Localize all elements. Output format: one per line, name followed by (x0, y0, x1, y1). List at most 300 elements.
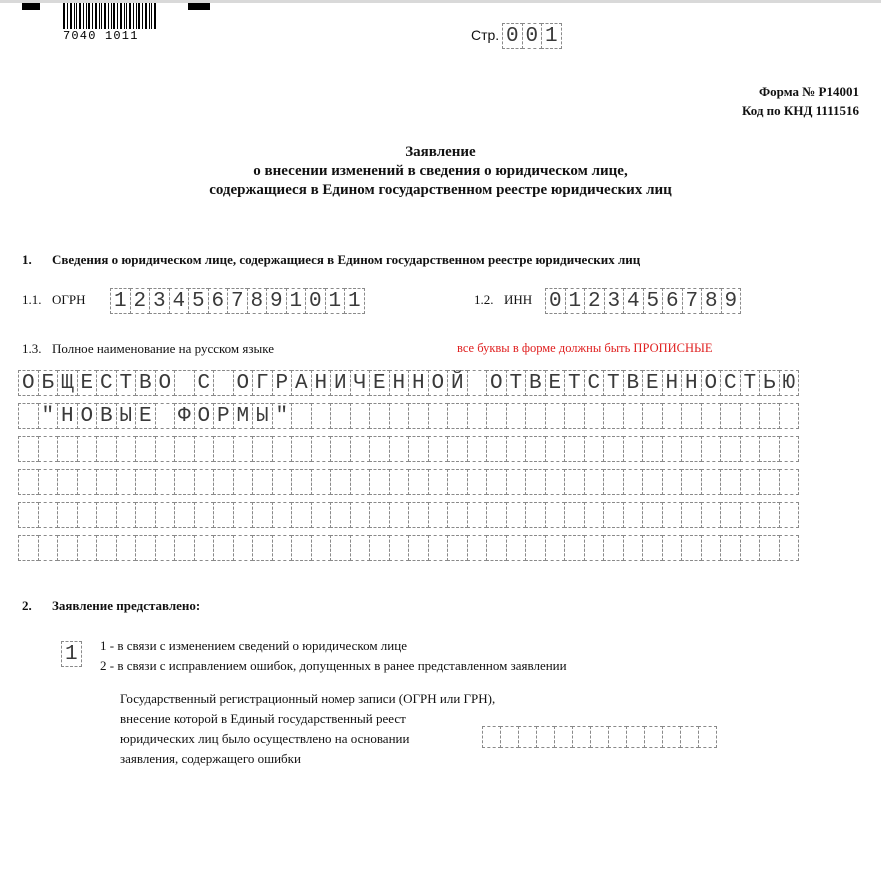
name-char-cell[interactable] (233, 535, 254, 561)
name-char-cell[interactable] (194, 535, 215, 561)
name-char-cell[interactable] (96, 469, 117, 495)
name-char-cell[interactable] (467, 370, 488, 396)
name-char-cell[interactable] (623, 535, 644, 561)
name-char-cell[interactable]: О (486, 370, 507, 396)
name-char-cell[interactable] (564, 535, 585, 561)
name-char-cell[interactable] (213, 469, 234, 495)
name-char-cell[interactable]: О (233, 370, 254, 396)
name-char-cell[interactable] (447, 535, 468, 561)
name-char-cell[interactable] (213, 535, 234, 561)
name-char-cell[interactable] (116, 502, 137, 528)
name-char-cell[interactable]: Т (603, 370, 624, 396)
name-char-cell[interactable] (408, 535, 429, 561)
ogrn-digit-cell[interactable]: 5 (188, 288, 209, 314)
name-char-cell[interactable] (174, 436, 195, 462)
name-char-cell[interactable] (486, 403, 507, 429)
name-char-cell[interactable]: О (18, 370, 39, 396)
name-char-cell[interactable] (779, 436, 800, 462)
name-char-cell[interactable] (252, 502, 273, 528)
name-char-cell[interactable] (38, 502, 59, 528)
name-char-cell[interactable] (330, 502, 351, 528)
grn-digit-cell[interactable] (680, 726, 699, 748)
name-char-cell[interactable] (662, 535, 683, 561)
grn-line: внесение которой в Единый государственный реест (120, 711, 406, 726)
name-char-cell[interactable] (389, 469, 410, 495)
grn-line: юридических лиц было осуществлено на основании (120, 731, 410, 746)
name-char-cell[interactable] (350, 403, 371, 429)
name-char-cell[interactable] (330, 469, 351, 495)
name-char-cell[interactable] (759, 469, 780, 495)
grn-digit-cell[interactable] (500, 726, 519, 748)
name-char-cell[interactable]: А (291, 370, 312, 396)
name-char-cell[interactable] (428, 469, 449, 495)
reason-choice-cell[interactable]: 1 (61, 641, 82, 667)
ogrn-digit-cell[interactable]: 3 (149, 288, 170, 314)
name-char-cell[interactable] (77, 502, 98, 528)
name-char-cell[interactable] (291, 535, 312, 561)
name-char-cell[interactable] (564, 436, 585, 462)
name-char-cell[interactable] (408, 436, 429, 462)
name-char-cell[interactable] (194, 469, 215, 495)
name-char-cell[interactable] (603, 502, 624, 528)
name-char-cell[interactable]: Т (506, 370, 527, 396)
name-char-cell[interactable] (720, 403, 741, 429)
ogrn-label: ОГРН (52, 292, 86, 307)
name-char-cell[interactable] (525, 502, 546, 528)
name-char-cell[interactable] (77, 535, 98, 561)
name-char-cell[interactable]: Ь (759, 370, 780, 396)
ogrn-digit-cell[interactable]: 0 (305, 288, 326, 314)
grn-field[interactable] (482, 726, 716, 748)
name-char-cell[interactable] (369, 469, 390, 495)
name-char-cell[interactable]: " (38, 403, 59, 429)
name-char-cell[interactable]: В (135, 370, 156, 396)
name-char-cell[interactable]: Н (311, 370, 332, 396)
name-char-cell[interactable]: Ы (116, 403, 137, 429)
name-char-cell[interactable] (486, 502, 507, 528)
grn-digit-cell[interactable] (482, 726, 501, 748)
name-char-cell[interactable] (740, 436, 761, 462)
name-char-cell[interactable] (369, 436, 390, 462)
name-char-cell[interactable] (623, 469, 644, 495)
name-char-cell[interactable] (330, 403, 351, 429)
name-row[interactable] (18, 469, 798, 495)
name-char-cell[interactable] (38, 436, 59, 462)
name-char-cell[interactable] (486, 535, 507, 561)
name-char-cell[interactable] (135, 469, 156, 495)
title-line: содержащиеся в Едином государственном реестре юридических лиц (209, 182, 672, 198)
name-char-cell[interactable]: Е (545, 370, 566, 396)
name-char-cell[interactable] (116, 535, 137, 561)
name-char-cell[interactable]: В (96, 403, 117, 429)
name-char-cell[interactable]: О (428, 370, 449, 396)
name-char-cell[interactable] (545, 403, 566, 429)
name-char-cell[interactable] (779, 403, 800, 429)
name-char-cell[interactable]: Н (662, 370, 683, 396)
name-char-cell[interactable] (272, 469, 293, 495)
ogrn-digit-cell[interactable]: 7 (227, 288, 248, 314)
name-char-cell[interactable] (311, 502, 332, 528)
name-char-cell[interactable]: Е (369, 370, 390, 396)
name-char-cell[interactable] (506, 403, 527, 429)
name-char-cell[interactable] (681, 535, 702, 561)
name-char-cell[interactable]: В (525, 370, 546, 396)
name-char-cell[interactable] (720, 502, 741, 528)
name-char-cell[interactable] (545, 469, 566, 495)
name-char-cell[interactable] (291, 403, 312, 429)
name-char-cell[interactable] (135, 535, 156, 561)
name-char-cell[interactable] (18, 469, 39, 495)
name-char-cell[interactable] (447, 436, 468, 462)
name-char-cell[interactable] (701, 535, 722, 561)
name-char-cell[interactable]: Р (272, 370, 293, 396)
section-1-heading: Сведения о юридическом лице, содержащиеся в Едином государственном реестре юридических лиц (52, 252, 641, 267)
name-char-cell[interactable]: С (96, 370, 117, 396)
grn-digit-cell[interactable] (572, 726, 591, 748)
name-char-cell[interactable] (701, 502, 722, 528)
name-char-cell[interactable]: Щ (57, 370, 78, 396)
name-char-cell[interactable] (96, 535, 117, 561)
name-char-cell[interactable] (252, 469, 273, 495)
inn-digit-cell[interactable]: 8 (701, 288, 722, 314)
name-char-cell[interactable] (701, 469, 722, 495)
name-char-cell[interactable] (486, 436, 507, 462)
name-char-cell[interactable] (681, 502, 702, 528)
name-char-cell[interactable] (428, 403, 449, 429)
ogrn-field[interactable] (110, 288, 364, 314)
grn-digit-cell[interactable] (698, 726, 717, 748)
name-char-cell[interactable] (18, 502, 39, 528)
name-char-cell[interactable] (642, 469, 663, 495)
name-char-cell[interactable] (467, 403, 488, 429)
name-char-cell[interactable] (155, 469, 176, 495)
name-char-cell[interactable] (545, 502, 566, 528)
name-char-cell[interactable] (155, 403, 176, 429)
name-char-cell[interactable] (447, 502, 468, 528)
name-char-cell[interactable] (525, 403, 546, 429)
name-char-cell[interactable] (759, 436, 780, 462)
title-line: Заявление (405, 144, 476, 160)
name-char-cell[interactable] (389, 535, 410, 561)
name-char-cell[interactable] (642, 436, 663, 462)
name-char-cell[interactable] (759, 535, 780, 561)
name-char-cell[interactable] (408, 502, 429, 528)
name-char-cell[interactable] (116, 436, 137, 462)
name-char-cell[interactable] (720, 535, 741, 561)
name-char-cell[interactable] (233, 469, 254, 495)
name-char-cell[interactable] (467, 535, 488, 561)
inn-digit-cell[interactable]: 5 (643, 288, 664, 314)
name-char-cell[interactable] (408, 403, 429, 429)
name-char-cell[interactable] (174, 502, 195, 528)
name-char-cell[interactable] (311, 436, 332, 462)
name-char-cell[interactable] (506, 535, 527, 561)
name-char-cell[interactable] (38, 535, 59, 561)
ogrn-digit-cell[interactable]: 8 (247, 288, 268, 314)
name-char-cell[interactable] (350, 469, 371, 495)
inn-digit-cell[interactable]: 1 (565, 288, 586, 314)
name-char-cell[interactable] (467, 502, 488, 528)
ogrn-digit-cell[interactable]: 9 (266, 288, 287, 314)
name-char-cell[interactable] (603, 436, 624, 462)
name-char-cell[interactable] (506, 469, 527, 495)
grn-digit-cell[interactable] (590, 726, 609, 748)
name-char-cell[interactable] (779, 469, 800, 495)
name-char-cell[interactable] (252, 535, 273, 561)
name-char-cell[interactable]: О (194, 403, 215, 429)
ogrn-digit-cell[interactable]: 6 (208, 288, 229, 314)
name-char-cell[interactable] (740, 469, 761, 495)
title-line: о внесении изменений в сведения о юридическом лице, (253, 163, 628, 179)
name-char-cell[interactable] (428, 535, 449, 561)
name-char-cell[interactable] (662, 436, 683, 462)
name-char-cell[interactable] (330, 535, 351, 561)
name-char-cell[interactable] (213, 436, 234, 462)
name-char-cell[interactable] (759, 502, 780, 528)
name-char-cell[interactable] (350, 436, 371, 462)
name-row[interactable] (18, 502, 798, 528)
name-char-cell[interactable] (389, 436, 410, 462)
name-char-cell[interactable]: Г (252, 370, 273, 396)
name-char-cell[interactable] (545, 535, 566, 561)
name-row[interactable] (18, 370, 798, 396)
name-char-cell[interactable] (194, 436, 215, 462)
name-char-cell[interactable] (740, 403, 761, 429)
name-char-cell[interactable]: Н (389, 370, 410, 396)
name-char-cell[interactable] (213, 502, 234, 528)
name-char-cell[interactable] (155, 535, 176, 561)
name-char-cell[interactable]: М (233, 403, 254, 429)
inn-digit-cell[interactable]: 2 (584, 288, 605, 314)
name-char-cell[interactable] (603, 403, 624, 429)
name-char-cell[interactable] (623, 403, 644, 429)
name-char-cell[interactable] (681, 469, 702, 495)
ogrn-digit-cell[interactable]: 2 (130, 288, 151, 314)
inn-digit-cell[interactable]: 4 (623, 288, 644, 314)
name-char-cell[interactable] (662, 502, 683, 528)
grn-digit-cell[interactable] (644, 726, 663, 748)
name-char-cell[interactable] (564, 403, 585, 429)
name-char-cell[interactable] (603, 535, 624, 561)
name-char-cell[interactable] (77, 469, 98, 495)
name-char-cell[interactable] (174, 535, 195, 561)
name-char-cell[interactable] (77, 436, 98, 462)
name-char-cell[interactable] (564, 469, 585, 495)
name-char-cell[interactable] (350, 535, 371, 561)
name-char-cell[interactable]: Т (740, 370, 761, 396)
name-char-cell[interactable] (681, 436, 702, 462)
grn-digit-cell[interactable] (518, 726, 537, 748)
name-char-cell[interactable]: Т (116, 370, 137, 396)
inn-digit-cell[interactable]: 0 (545, 288, 566, 314)
ogrn-digit-cell[interactable]: 1 (110, 288, 131, 314)
name-char-cell[interactable] (233, 436, 254, 462)
name-char-cell[interactable]: Е (642, 370, 663, 396)
name-char-cell[interactable] (681, 403, 702, 429)
name-char-cell[interactable] (525, 469, 546, 495)
name-char-cell[interactable] (447, 403, 468, 429)
grn-digit-cell[interactable] (554, 726, 573, 748)
name-char-cell[interactable] (18, 436, 39, 462)
name-char-cell[interactable]: Е (135, 403, 156, 429)
name-char-cell[interactable]: С (194, 370, 215, 396)
inn-digit-cell[interactable]: 6 (662, 288, 683, 314)
grn-digit-cell[interactable] (608, 726, 627, 748)
name-char-cell[interactable] (135, 436, 156, 462)
name-char-cell[interactable] (155, 502, 176, 528)
name-row[interactable] (18, 535, 798, 561)
inn-number: 1.2. (474, 292, 494, 307)
name-char-cell[interactable] (369, 403, 390, 429)
barcode-digits: 7040 1011 (63, 29, 139, 43)
name-char-cell[interactable] (701, 403, 722, 429)
ogrn-digit-cell[interactable]: 1 (344, 288, 365, 314)
ogrn-digit-cell[interactable]: 1 (286, 288, 307, 314)
name-char-cell[interactable] (584, 403, 605, 429)
inn-field[interactable] (545, 288, 740, 314)
name-char-cell[interactable]: И (330, 370, 351, 396)
name-char-cell[interactable] (759, 403, 780, 429)
name-char-cell[interactable] (779, 535, 800, 561)
name-char-cell[interactable]: Й (447, 370, 468, 396)
name-char-cell[interactable] (272, 436, 293, 462)
name-char-cell[interactable] (272, 535, 293, 561)
name-row[interactable] (18, 403, 798, 429)
name-char-cell[interactable] (740, 535, 761, 561)
name-char-cell[interactable] (155, 436, 176, 462)
name-char-cell[interactable] (311, 535, 332, 561)
name-char-cell[interactable] (369, 535, 390, 561)
grn-digit-cell[interactable] (536, 726, 555, 748)
name-char-cell[interactable] (96, 436, 117, 462)
name-char-cell[interactable] (623, 502, 644, 528)
name-char-cell[interactable] (545, 436, 566, 462)
name-char-cell[interactable] (389, 403, 410, 429)
name-char-cell[interactable]: Е (77, 370, 98, 396)
inn-digit-cell[interactable]: 3 (604, 288, 625, 314)
name-char-cell[interactable] (701, 436, 722, 462)
name-char-cell[interactable]: О (77, 403, 98, 429)
name-char-cell[interactable]: О (155, 370, 176, 396)
name-char-cell[interactable] (194, 502, 215, 528)
name-char-cell[interactable] (720, 469, 741, 495)
name-char-cell[interactable] (96, 502, 117, 528)
name-char-cell[interactable] (525, 535, 546, 561)
name-char-cell[interactable] (467, 469, 488, 495)
name-char-cell[interactable] (779, 502, 800, 528)
name-char-cell[interactable]: С (584, 370, 605, 396)
name-char-cell[interactable] (233, 502, 254, 528)
name-char-cell[interactable] (57, 469, 78, 495)
name-char-cell[interactable]: Н (57, 403, 78, 429)
name-char-cell[interactable] (116, 469, 137, 495)
name-char-cell[interactable] (467, 436, 488, 462)
name-char-cell[interactable] (291, 436, 312, 462)
name-char-cell[interactable]: Ф (174, 403, 195, 429)
reason-choice-field[interactable] (61, 641, 81, 667)
name-row[interactable] (18, 436, 798, 462)
name-char-cell[interactable]: " (272, 403, 293, 429)
name-char-cell[interactable] (584, 436, 605, 462)
name-char-cell[interactable] (603, 469, 624, 495)
name-char-cell[interactable] (623, 436, 644, 462)
name-char-cell[interactable] (584, 469, 605, 495)
name-char-cell[interactable]: Н (408, 370, 429, 396)
name-char-cell[interactable] (506, 502, 527, 528)
name-char-cell[interactable] (428, 436, 449, 462)
full-name-field[interactable] (18, 370, 798, 568)
name-char-cell[interactable] (311, 469, 332, 495)
name-char-cell[interactable] (506, 436, 527, 462)
name-char-cell[interactable]: Ы (252, 403, 273, 429)
name-char-cell[interactable] (330, 436, 351, 462)
inn-digit-cell[interactable]: 9 (721, 288, 742, 314)
name-char-cell[interactable] (311, 403, 332, 429)
name-char-cell[interactable] (584, 535, 605, 561)
name-char-cell[interactable] (38, 469, 59, 495)
name-char-cell[interactable] (18, 403, 39, 429)
name-char-cell[interactable] (662, 403, 683, 429)
name-char-cell[interactable]: В (623, 370, 644, 396)
name-char-cell[interactable] (350, 502, 371, 528)
name-char-cell[interactable] (428, 502, 449, 528)
name-char-cell[interactable] (525, 436, 546, 462)
name-char-cell[interactable] (447, 469, 468, 495)
name-char-cell[interactable] (272, 502, 293, 528)
grn-line: Государственный регистрационный номер записи (ОГРН или ГРН), (120, 691, 496, 706)
name-char-cell[interactable] (642, 403, 663, 429)
name-char-cell[interactable] (662, 469, 683, 495)
inn-digit-cell[interactable]: 7 (682, 288, 703, 314)
name-char-cell[interactable] (408, 469, 429, 495)
name-char-cell[interactable] (174, 469, 195, 495)
name-char-cell[interactable]: С (720, 370, 741, 396)
name-char-cell[interactable]: О (701, 370, 722, 396)
name-char-cell[interactable] (584, 502, 605, 528)
name-char-cell[interactable] (642, 502, 663, 528)
name-char-cell[interactable] (291, 502, 312, 528)
grn-digit-cell[interactable] (626, 726, 645, 748)
name-char-cell[interactable]: Т (564, 370, 585, 396)
grn-digit-cell[interactable] (662, 726, 681, 748)
form-code-block (742, 82, 859, 120)
name-char-cell[interactable] (291, 469, 312, 495)
name-char-cell[interactable] (213, 370, 234, 396)
name-char-cell[interactable] (252, 436, 273, 462)
name-char-cell[interactable] (18, 535, 39, 561)
name-char-cell[interactable] (369, 502, 390, 528)
ogrn-digit-cell[interactable]: 1 (325, 288, 346, 314)
name-char-cell[interactable] (135, 502, 156, 528)
name-char-cell[interactable]: Б (38, 370, 59, 396)
name-char-cell[interactable]: Ю (779, 370, 800, 396)
name-char-cell[interactable] (57, 502, 78, 528)
name-char-cell[interactable] (389, 502, 410, 528)
name-char-cell[interactable] (57, 436, 78, 462)
name-char-cell[interactable]: Ч (350, 370, 371, 396)
name-char-cell[interactable] (642, 535, 663, 561)
name-char-cell[interactable]: Н (681, 370, 702, 396)
name-char-cell[interactable] (720, 436, 741, 462)
name-char-cell[interactable] (740, 502, 761, 528)
name-char-cell[interactable] (57, 535, 78, 561)
name-char-cell[interactable]: Р (213, 403, 234, 429)
name-char-cell[interactable] (174, 370, 195, 396)
name-char-cell[interactable] (486, 469, 507, 495)
name-char-cell[interactable] (564, 502, 585, 528)
page-label: Стр. (471, 27, 500, 43)
ogrn-digit-cell[interactable]: 4 (169, 288, 190, 314)
